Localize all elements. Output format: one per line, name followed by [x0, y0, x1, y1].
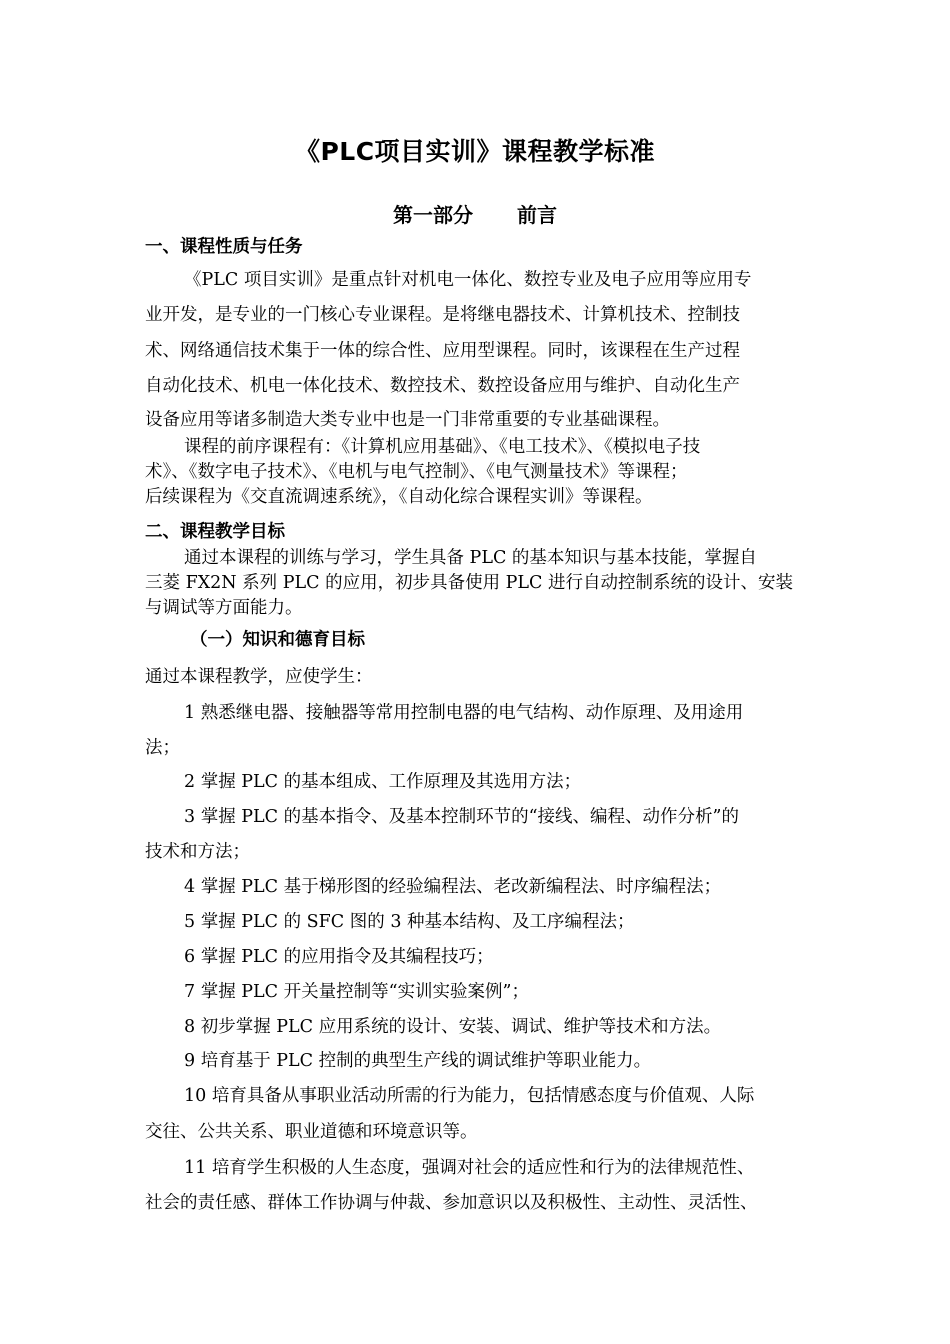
section-heading: 二、课程教学目标 [145, 522, 285, 542]
part-heading [0, 199, 950, 228]
list-item: 3 掌握 PLC 的基本指令、及基本控制环节的“接线、编程、动作分析”的 [184, 807, 739, 827]
list-item: 6 掌握 PLC 的应用指令及其编程技巧； [184, 947, 494, 967]
paragraph-line: 通过本课程的训练与学习，学生具备 PLC 的基本知识与基本技能，掌握自 [184, 548, 757, 568]
paragraph-line: 《PLC 项目实训》是重点针对机电一体化、数控专业及电子应用等应用专 [184, 270, 752, 290]
paragraph-line: 自动化技术、机电一体化技术、数控技术、数控设备应用与维护、自动化生产 [145, 376, 740, 396]
list-item: 技术和方法； [145, 842, 250, 862]
document-title: 《PLC项目实训》课程教学标准 [294, 137, 656, 166]
part-name: 前言 [517, 203, 557, 227]
part-label: 第一部分 [393, 203, 473, 227]
list-item: 8 初步掌握 PLC 应用系统的设计、安装、调试、维护等技术和方法。 [184, 1017, 722, 1037]
paragraph-line: 三菱 FX2N 系列 PLC 的应用，初步具备使用 PLC 进行自动控制系统的设计、安装 [145, 573, 793, 593]
paragraph-line: 设备应用等诸多制造大类专业中也是一门非常重要的专业基础课程。 [145, 410, 670, 430]
paragraph-line: 业开发，是专业的一门核心专业课程。是将继电器技术、计算机技术、控制技 [145, 305, 740, 325]
paragraph-line: 术》、《数字电子技术》、《电机与电气控制》、《电气测量技术》等课程； [145, 462, 688, 482]
intro-line: 通过本课程教学，应使学生： [145, 667, 373, 687]
list-item: 2 掌握 PLC 的基本组成、工作原理及其选用方法； [184, 772, 582, 792]
paragraph-line: 后续课程为《交直流调速系统》，《自动化综合课程实训》等课程。 [145, 487, 653, 507]
list-item: 法； [145, 738, 180, 758]
list-item: 5 掌握 PLC 的 SFC 图的 3 种基本结构、及工序编程法； [184, 912, 635, 932]
paragraph-line: 课程的前序课程有：《计算机应用基础》、《电工技术》、《模拟电子技 [184, 437, 701, 457]
section-heading: 一、课程性质与任务 [145, 237, 303, 257]
list-item: 7 掌握 PLC 开关量控制等“实训实验案例”； [184, 982, 530, 1002]
paragraph-line: 与调试等方面能力。 [145, 598, 303, 618]
list-item: 交往、公共关系、职业道德和环境意识等。 [145, 1122, 478, 1142]
subsection-heading: （一）知识和德育目标 [190, 630, 365, 650]
list-item: 9 培育基于 PLC 控制的典型生产线的调试维护等职业能力。 [184, 1051, 652, 1071]
paragraph-line: 术、网络通信技术集于一体的综合性、应用型课程。同时，该课程在生产过程 [145, 341, 740, 361]
list-item: 10 培育具备从事职业活动所需的行为能力，包括情感态度与价值观、人际 [184, 1086, 755, 1106]
list-item: 11 培育学生积极的人生态度，强调对社会的适应性和行为的法律规范性、 [184, 1158, 755, 1178]
list-item: 1 熟悉继电器、接触器等常用控制电器的电气结构、动作原理、及用途用 [184, 703, 744, 723]
list-item: 4 掌握 PLC 基于梯形图的经验编程法、老改新编程法、时序编程法； [184, 877, 722, 897]
list-item: 社会的责任感、群体工作协调与仲裁、参加意识以及积极性、主动性、灵活性、 [145, 1193, 758, 1213]
